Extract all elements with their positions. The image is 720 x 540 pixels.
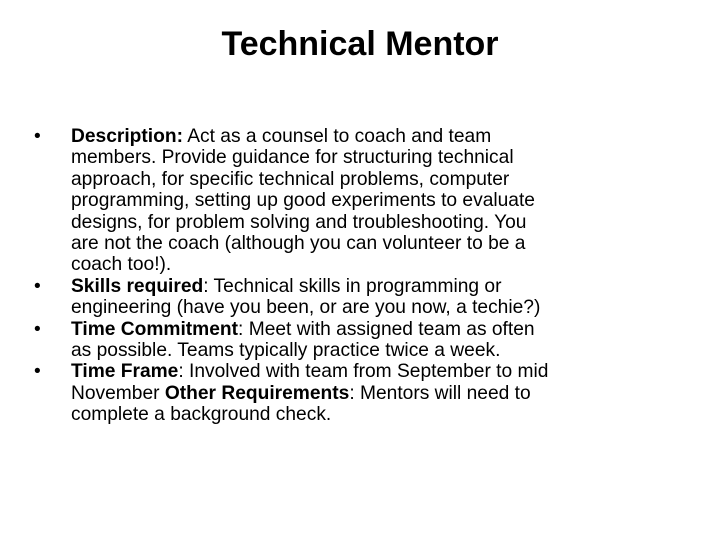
bullet-line: coach too!). (71, 254, 172, 276)
bullet-line: designs, for problem solving and troubleshooting. You (71, 211, 527, 233)
bullet-line (71, 126, 684, 147)
bullet-line: engineering (have you been, or are you now, a techie?) (71, 297, 541, 319)
bullet-glyph: • (34, 318, 41, 340)
bullet-label: Description (71, 126, 177, 147)
bullet-label: Other Requirements (164, 382, 350, 404)
bullet-text: Involved with team from September to mid (183, 361, 549, 383)
bullet-skills-required (34, 276, 684, 319)
bullet-text: Act as a counsel to coach and team (182, 126, 492, 147)
bullet-label-colon: : (203, 275, 209, 297)
bullet-text: Mentors will need to (354, 382, 531, 404)
bullet-list (34, 126, 684, 426)
bullet-line (71, 361, 684, 382)
bullet-line (71, 319, 684, 340)
slide-title: Technical Mentor (221, 25, 499, 63)
bullet-text: Meet with assigned team as often (243, 318, 535, 340)
bullet-label: Time Commitment (71, 318, 239, 340)
bullet-label-colon: : (238, 318, 244, 340)
bullet-time-frame (34, 361, 684, 425)
bullet-glyph: • (34, 361, 41, 383)
bullet-label: Skills required (71, 275, 204, 297)
bullet-label: Time Frame (71, 361, 179, 383)
bullet-line (71, 383, 684, 404)
bullet-text: November (71, 382, 165, 404)
bullet-glyph: • (34, 126, 41, 147)
bullet-line: programming, setting up good experiments to evaluate (71, 190, 535, 212)
bullet-label-colon: : (178, 361, 184, 383)
bullet-line: are not the coach (although you can volunteer to be a (71, 233, 526, 255)
bullet-label-colon: : (176, 126, 183, 147)
bullet-time-commitment (34, 319, 684, 362)
bullet-line: as possible. Teams typically practice twice a week. (71, 340, 501, 362)
bullet-line (71, 276, 684, 297)
bullet-line: complete a background check. (71, 404, 332, 426)
bullet-glyph: • (34, 275, 41, 297)
bullet-line: approach, for specific technical problems, computer (71, 168, 510, 190)
bullet-label-colon: : (349, 382, 355, 404)
bullet-line: members. Provide guidance for structuring technical (71, 147, 514, 169)
bullet-text: Technical skills in programming or (208, 275, 502, 297)
bullet-description (34, 126, 684, 276)
